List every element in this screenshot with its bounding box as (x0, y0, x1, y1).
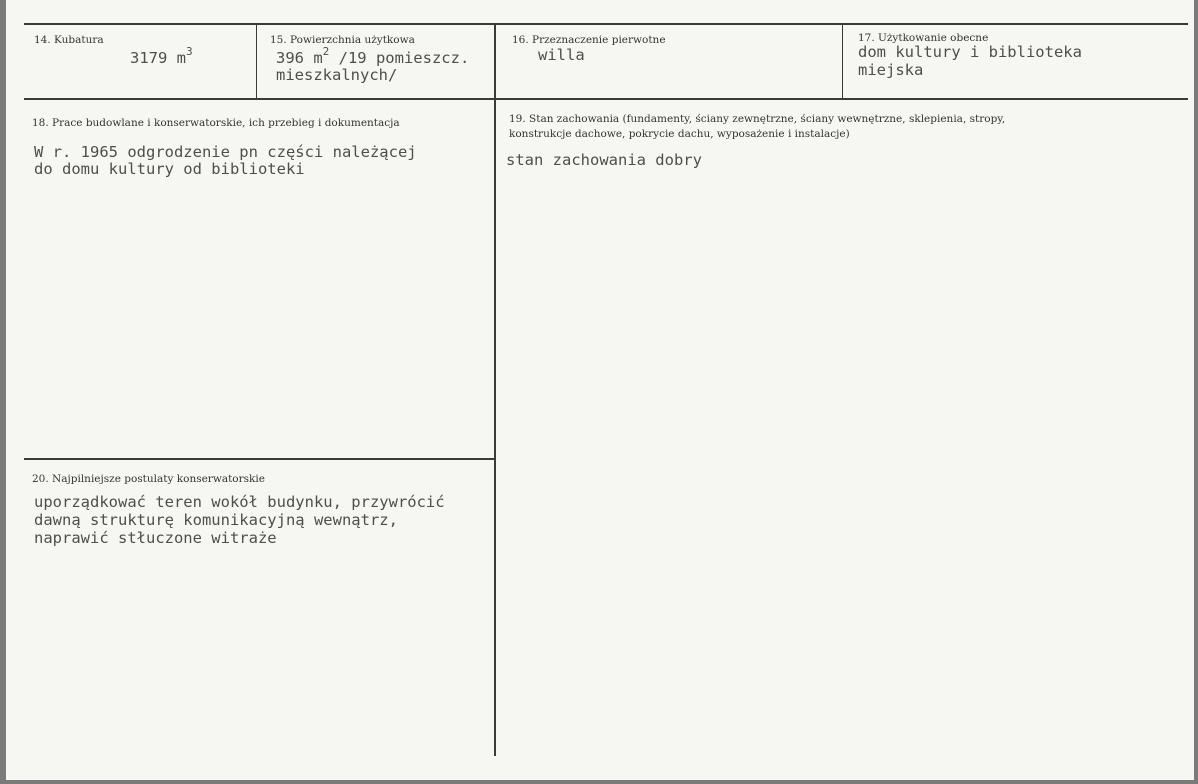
field-19-label-line1: 19. Stan zachowania (fundamenty, ściany zewnętrzne, ściany wewnętrzne, sklepienia, stropy, (509, 113, 1006, 125)
record-card (6, 0, 1194, 780)
field-20-value-line2: dawną strukturę komunikacyjną wewnątrz, (34, 511, 398, 529)
field-17-value-line1: dom kultury i biblioteka (858, 43, 1082, 61)
field-18-value-line1: W r. 1965 odgrodzenie pn części należącej (34, 143, 417, 161)
column-divider-2 (494, 23, 496, 756)
field-16-value: willa (538, 46, 585, 64)
field-15-value-line2: mieszkalnych/ (276, 66, 398, 84)
field-20-value-line1: uporządkować teren wokół budynku, przywrócić (34, 493, 445, 511)
row-divider-line (24, 98, 1188, 100)
column-divider-1 (256, 23, 257, 100)
field-18-label: 18. Prace budowlane i konserwatorskie, ich przebieg i dokumentacja (32, 117, 400, 129)
field-19-label-line2: konstrukcje dachowe, pokrycie dachu, wyposażenie i instalacje) (509, 128, 850, 140)
field-17-label: 17. Użytkowanie obecne (858, 32, 989, 44)
field-20-label: 20. Najpilniejsze postulaty konserwatorskie (32, 473, 265, 485)
kubatura-value: 3179 m (130, 49, 186, 67)
area-unit-exponent: 2 (322, 45, 330, 58)
field-17-value-line2: miejska (858, 61, 924, 79)
top-border-line (24, 23, 1188, 25)
field-19-value: stan zachowania dobry (506, 151, 702, 169)
column-divider-3 (842, 23, 843, 100)
rooms-value: /19 pomieszcz. (329, 49, 470, 67)
field-14-value (130, 45, 193, 68)
field-15-label: 15. Powierzchnia użytkowa (270, 34, 415, 46)
section-divider-line (24, 458, 496, 460)
area-value: 396 m (276, 49, 323, 67)
field-18-value-line2: do domu kultury od biblioteki (34, 160, 305, 178)
kubatura-unit-exponent: 3 (186, 45, 193, 58)
field-16-label: 16. Przeznaczenie pierwotne (512, 34, 666, 46)
field-20-value-line3: naprawić stłuczone witraże (34, 529, 277, 547)
field-14-label: 14. Kubatura (34, 34, 104, 46)
